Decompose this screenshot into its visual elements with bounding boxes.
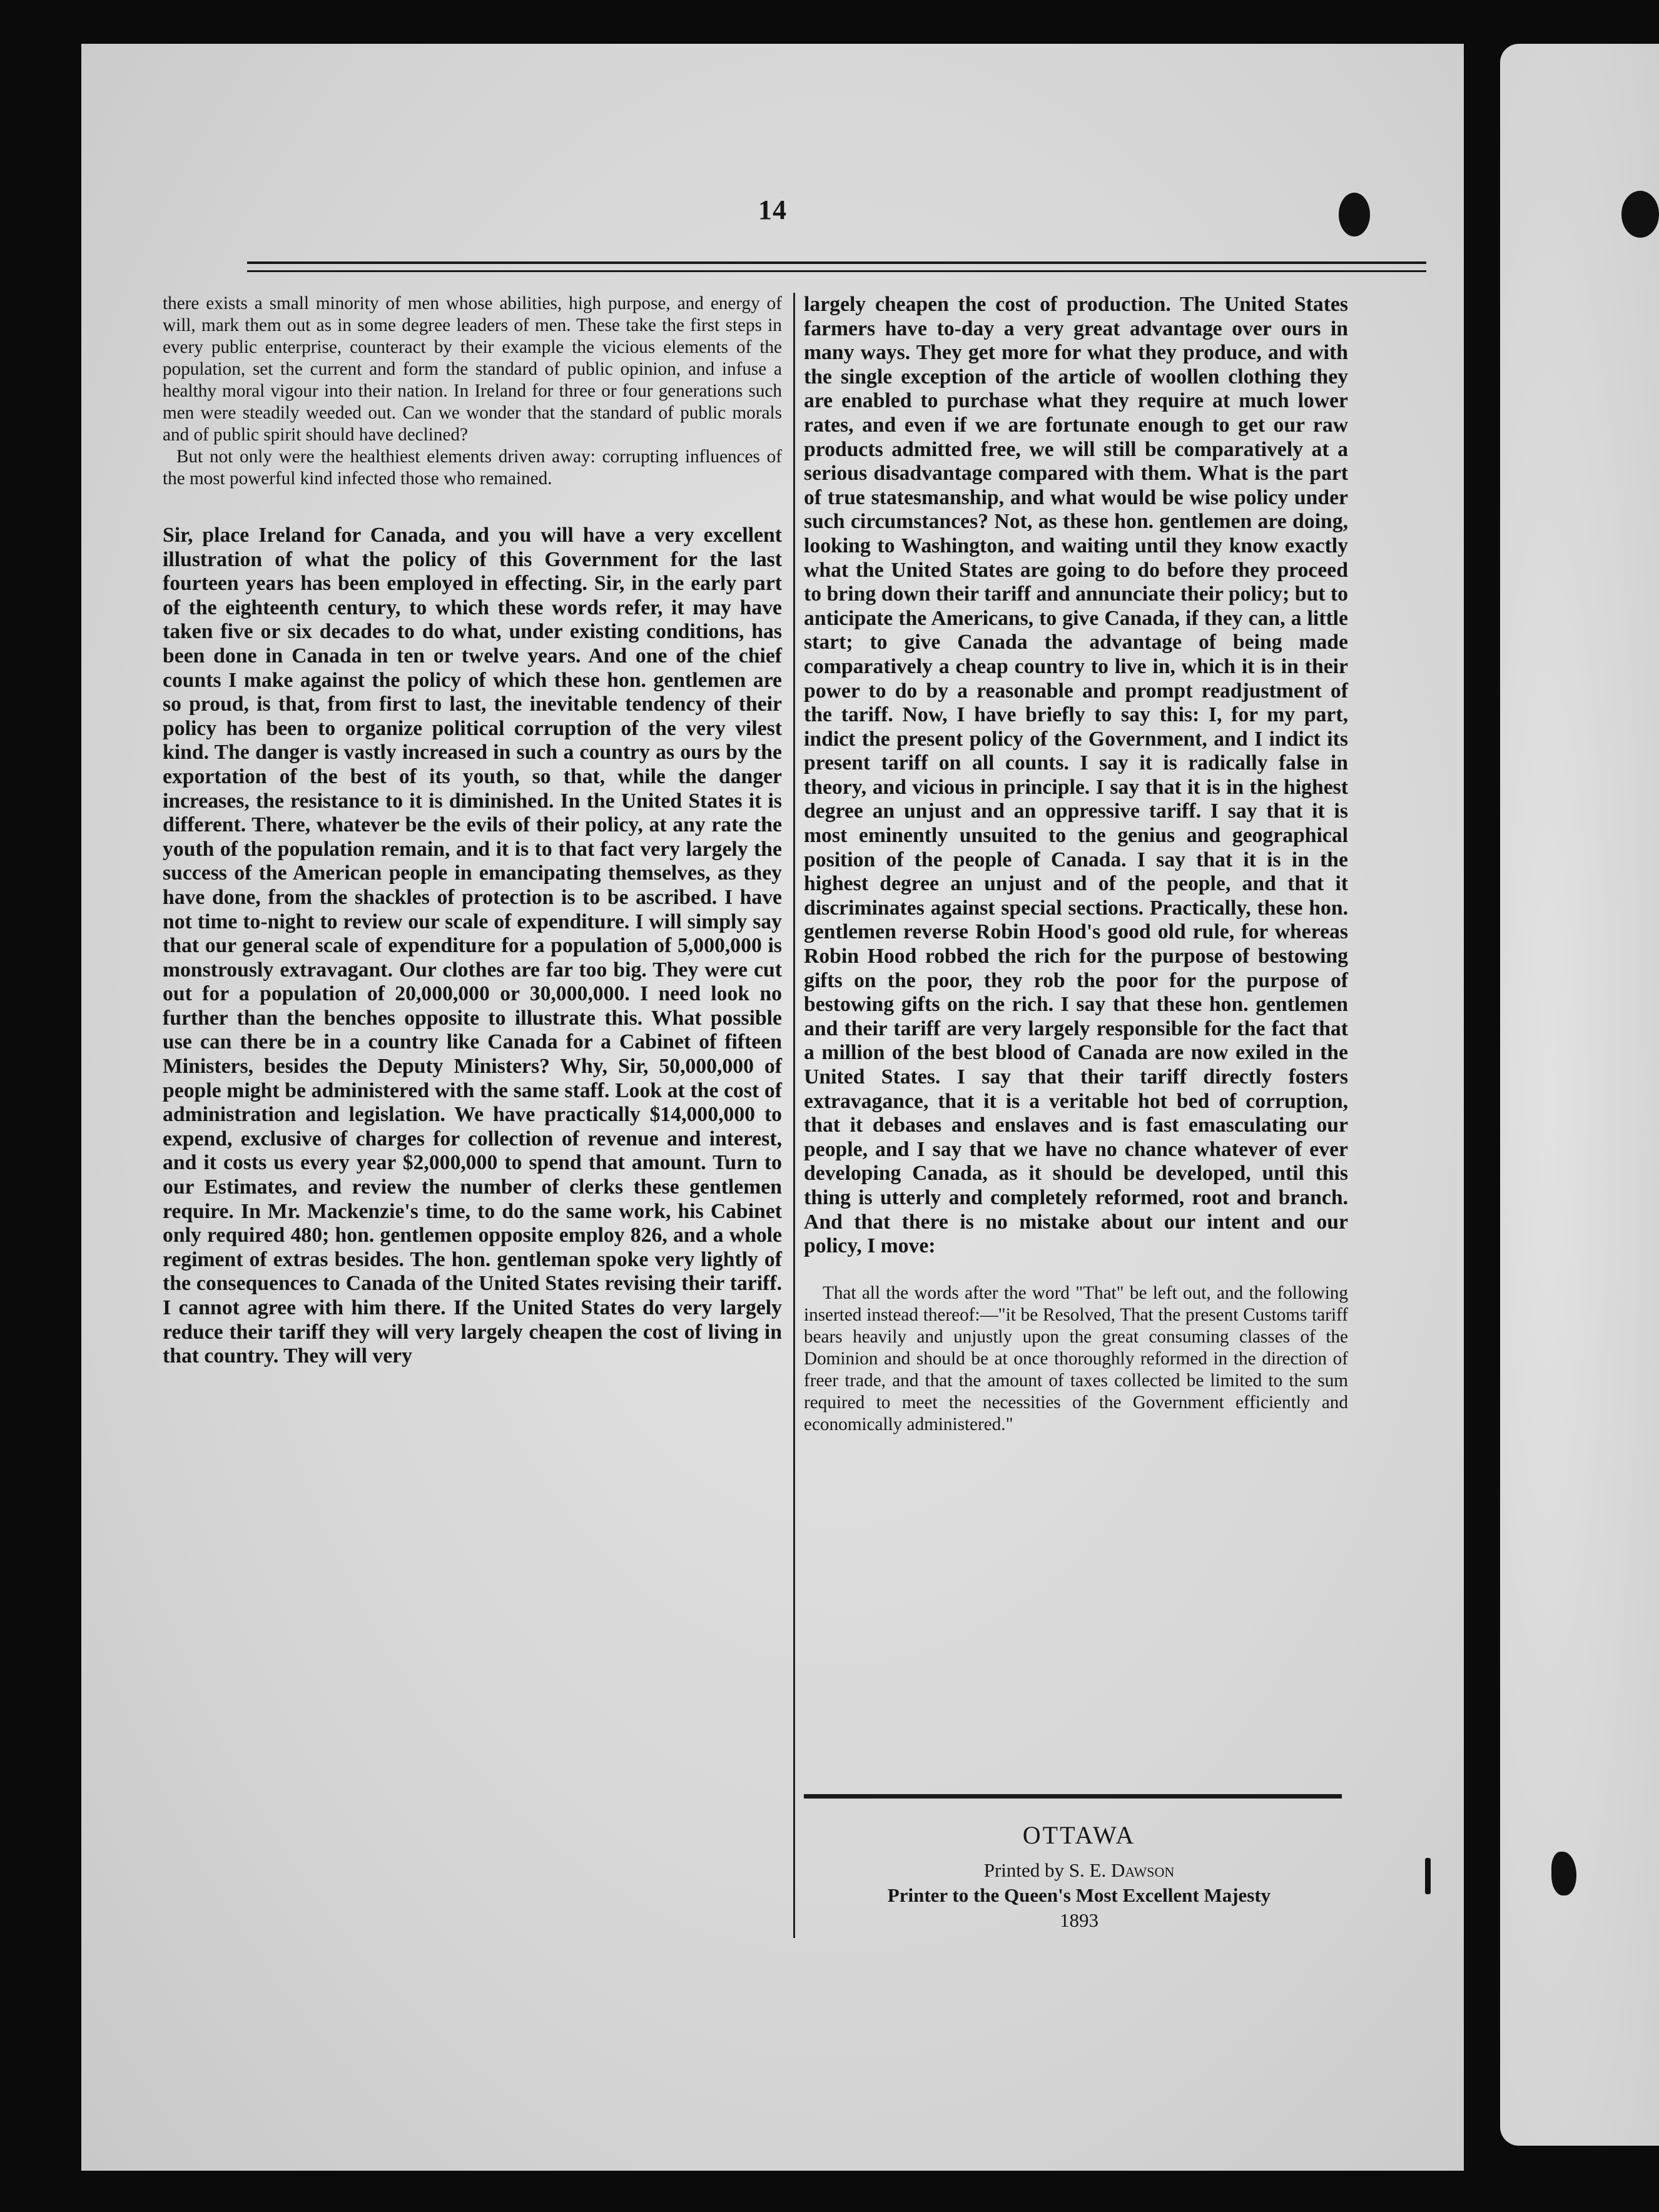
imprint-year: 1893 <box>1060 1909 1098 1931</box>
imprint-city: OTTAWA <box>1022 1821 1136 1849</box>
ink-mark <box>1425 1858 1431 1894</box>
quote-paragraph: But not only were the healthiest elements driven away: corrupting influences of the most powerful kind infected those who remained. <box>163 447 782 489</box>
ink-blot <box>1339 193 1370 236</box>
printer-name: S. E. Dawson <box>1068 1859 1175 1881</box>
imprint-printer <box>804 1859 1354 1882</box>
speech-text: largely cheapen the cost of production. The United States farmers have to-day a very great advantage over ours in many ways. They get more for what they produce, and with the single exception of the article of woollen clothing they are enabled to purchase what they require at much lower rates, and even if we are fortunate enough to get our raw products admitted free, we will still be comparatively at a serious disadvantage compared with them. What is the part of true statesmanship, and what would be wise policy under such circumstances? Not, as these hon. gentlemen are doing, looking to Washington, and waiting until they know exactly what the United States are going to do before they proceed to bring down their tariff and annunciate their policy; but to anticipate the Americans, to give Canada, if they can, a little start; to give Canada the advantage of being made comparatively a cheap country to live in, which it is in their power to do by a reasonable and prompt readjustment of the tariff. Now, I have briefly to say this: I, for my part, indict the present policy of the Government, and I indict its present tariff on all counts. I say it is radically false in theory, and vicious in principle. I say that it is in the highest degree an unjust and an oppressive tariff. I say that it is most eminently unsuited to the genius and geographical position of the people of Canada. I say that it is in the highest degree an unjust and of the people, and that it discriminates against special sections. Practically, these hon. gentlemen reverse Robin Hood's good old rule, for whereas Robin Hood robbed the rich for the purpose of bestowing gifts on the poor, they rob the poor for the purpose of bestowing gifts on the rich. I say that these hon. gentlemen and their tariff are very largely responsible for the fact that a million of the best blood of Canada are now exiled in the United States. I say that their tariff directly fosters extravagance, that it is a veritable hot bed of corruption, that it debases and enslaves and is fast emasculating our people, and I say that we have no chance whatever of ever developing Canada, as it should be developed, until this thing is utterly and completely reformed, root and branch. And that there is no mistake about our intent and our policy, I move: <box>804 293 1348 1258</box>
column-divider <box>793 293 795 1938</box>
adjacent-page-edge <box>1500 44 1659 2146</box>
page-number: 14 <box>758 195 787 225</box>
quote-paragraph: there exists a small minority of men whose abilities, high purpose, and energy of will, mark them out as in some degree leaders of men. These take the first steps in every public enterprise, counteract by their example the vicious elements of the population, set the current and form the standard of public opinion, and infuse a healthy moral vigour into their nation. In Ireland for three or four generations such men were steadily weeded out. Can we wonder that the standard of public morals and of public spirit should have declined? <box>163 293 782 445</box>
header-rule <box>247 261 1426 264</box>
imprint-rule <box>804 1794 1342 1799</box>
right-column <box>804 293 1348 1436</box>
printed-by-label: Printed by <box>983 1859 1069 1881</box>
header-rule-double <box>247 270 1426 272</box>
speech-text: Sir, place Ireland for Canada, and you will have a very excellent illustration of what the policy of this Government for the last fourteen years has been employed in effecting. Sir, in the early part of the eighteenth century, to which these words refer, it may have taken five or six decades to do what, under existing conditions, has been done in Canada in ten or twelve years. And one of the chief counts I make against the policy of which these hon. gentlemen are so proud, is that, from first to last, the inevitable tendency of their policy has been to organize political corruption of the very vilest kind. The danger is vastly increased in such a country as ours by the exportation of the best of its youth, so that, while the danger increases, the resistance to it is diminished. In the United States it is different. There, whatever be the evils of their policy, at any rate the youth of the population remain, and it is to that fact very largely the success of the American people in emancipating themselves, as they have done, from the shackles of protection is to be ascribed. I have not time to-night to review our scale of expenditure. I will simply say that our general scale of expenditure for a population of 5,000,000 is monstrously extravagant. Our clothes are far too big. They were cut out for a population of 20,000,000 or 30,000,000. I need look no further than the benches opposite to illustrate this. What possible use can there be in a country like Canada for a Cabinet of fifteen Ministers, besides the Deputy Ministers? Why, Sir, 50,000,000 of people might be administered with the same staff. Look at the cost of administration and legislation. We have practically $14,000,000 to expend, exclusive of charges for collection of revenue and interest, and it costs us every year $2,000,000 to spend that amount. Turn to our Estimates, and review the number of clerks these gentlemen require. In Mr. Mackenzie's time, to do the same work, his Cabinet only required 480; hon. gentlemen opposite employ 826, and a whole regiment of extras besides. The hon. gentleman spoke very lightly of the consequences to Canada of the United States revising their tariff. I cannot agree with him there. If the United States do very largely reduce their tariff they will very largely cheapen the cost of living in that country. They will very <box>163 524 782 1368</box>
left-column <box>163 293 782 1369</box>
motion-text: That all the words after the word "That" be left out, and the following inserted instead thereof:—"it be Resolved, That the present Customs tariff bears heavily and unjustly upon the great consuming classes of the Dominion and should be at once thoroughly reformed in the direction of freer trade, and that the amount of taxes collected be limited to the sum required to meet the necessities of the Government efficiently and economically administered." <box>804 1282 1348 1434</box>
ink-blot <box>1621 191 1659 238</box>
imprint-office: Printer to the Queen's Most Excellent Majesty <box>887 1884 1271 1906</box>
quoted-extract <box>163 293 782 490</box>
